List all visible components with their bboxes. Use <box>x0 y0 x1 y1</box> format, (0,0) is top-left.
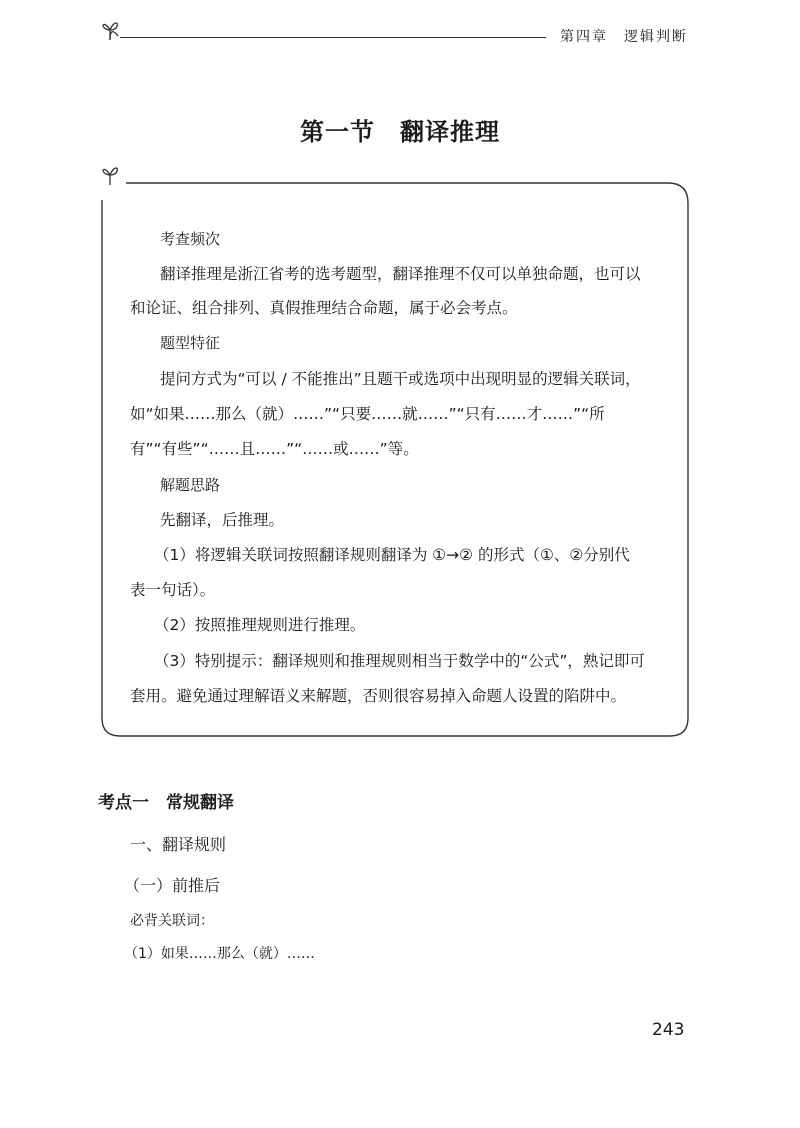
method-line-1: 先翻译，后推理。 <box>160 511 285 529</box>
freq-line-1: 翻译推理是浙江省考的选考题型，翻译推理不仅可以单独命题，也可以 <box>160 265 641 283</box>
feature-line-1: 提问方式为“可以 / 不能推出”且题干或选项中出现明显的逻辑关联词， <box>160 370 641 388</box>
method-line-2: （1）将逻辑关联词按照翻译规则翻译为 ①→② 的形式（①、②分别代 <box>154 546 630 564</box>
method-line-3: 表一句话）。 <box>130 581 216 599</box>
freq-line-2: 和论证、组合排列、真假推理结合命题，属于必会考点。 <box>130 299 518 317</box>
method-line-4: （2）按照推理规则进行推理。 <box>154 616 366 634</box>
method-line-6: 套用。避免通过理解语义来解题，否则很容易掉入命题人设置的陷阱中。 <box>130 687 627 705</box>
page-number: 243 <box>652 1020 685 1040</box>
sub-sub-heading: （一）前推后 <box>124 876 221 895</box>
freq-heading: 考查频次 <box>160 230 221 248</box>
method-line-5: （3）特别提示：翻译规则和推理规则相当于数学中的“公式”，熟记即可 <box>154 652 645 670</box>
header-rule <box>120 37 546 38</box>
page-title: 第一节 翻译推理 <box>300 118 500 146</box>
feature-line-2: 如“如果……那么（就）……”“只要……就……”“只有……才……”“所 <box>130 405 605 423</box>
feature-line-3: 有”“有些”“……且……”“……或……”等。 <box>130 440 419 458</box>
sub-heading: 一、翻译规则 <box>130 835 227 854</box>
feature-heading: 题型特征 <box>160 334 221 352</box>
chapter-title: 第四章 逻辑判断 <box>560 29 688 45</box>
section-heading: 考点一 常规翻译 <box>98 793 234 813</box>
memorize-label: 必背关联词： <box>130 913 214 929</box>
method-heading: 解题思路 <box>160 476 221 494</box>
list-item: （1）如果……那么（就）…… <box>124 946 315 962</box>
